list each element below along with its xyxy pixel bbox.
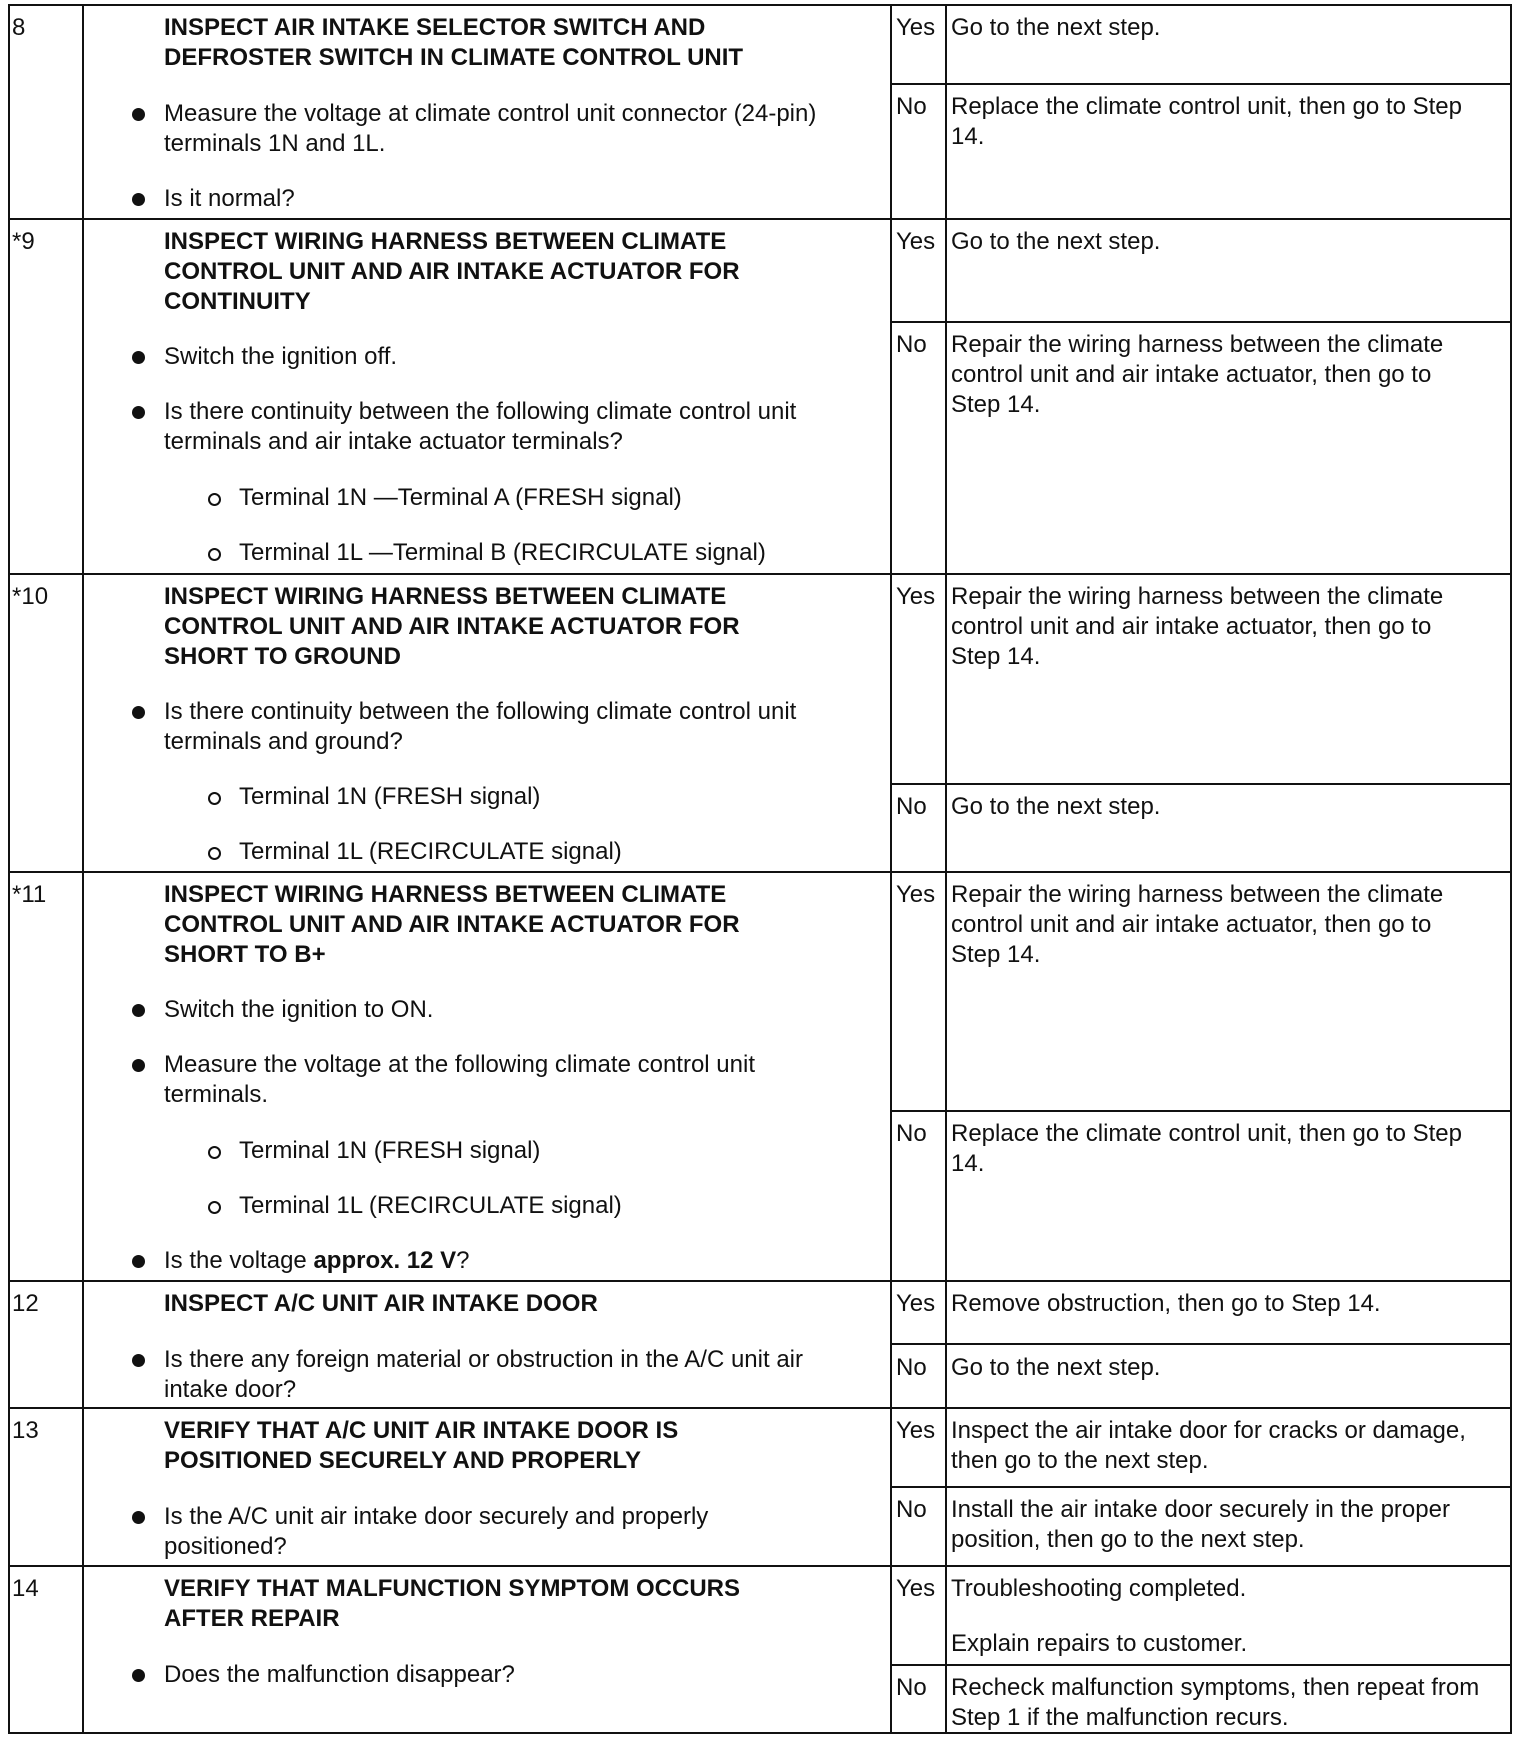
- terminal-item: Terminal 1N (FRESH signal): [239, 1137, 541, 1164]
- step-question: Is it normal?: [164, 185, 295, 212]
- row-divider: [8, 871, 1512, 873]
- no-action: Step 14.: [951, 391, 1041, 418]
- step-number: *9: [12, 228, 35, 255]
- bullet-icon: [132, 1354, 145, 1367]
- step-title: VERIFY THAT A/C UNIT AIR INTAKE DOOR IS: [164, 1417, 679, 1444]
- yes-action: Troubleshooting completed.: [951, 1575, 1247, 1602]
- no-label: No: [896, 93, 927, 120]
- step-title: INSPECT AIR INTAKE SELECTOR SWITCH AND: [164, 14, 706, 41]
- no-action: Install the air intake door securely in the proper: [951, 1496, 1450, 1523]
- yes-label: Yes: [896, 1290, 936, 1317]
- sub-bullet-icon: [208, 1201, 221, 1214]
- voltage-spec: approx. 12 V: [313, 1247, 457, 1274]
- yes-action: Go to the next step.: [951, 14, 1161, 41]
- yes-no-divider: [890, 321, 1512, 323]
- step-title: SHORT TO B+: [164, 941, 326, 968]
- step-question: Is there continuity between the following climate control unit: [164, 398, 797, 425]
- yes-action: Step 14.: [951, 643, 1041, 670]
- bullet-icon: [132, 1255, 145, 1268]
- step-instruction: terminals 1N and 1L.: [164, 130, 386, 157]
- step-question: positioned?: [164, 1533, 287, 1560]
- yes-no-divider: [890, 1664, 1512, 1666]
- step-question: Does the malfunction disappear?: [164, 1661, 515, 1688]
- yes-action: Repair the wiring harness between the climate: [951, 583, 1444, 610]
- no-action: Replace the climate control unit, then go to Step: [951, 1120, 1462, 1147]
- column-divider: [890, 4, 892, 1734]
- step-number: *10: [12, 583, 49, 610]
- step-question: terminals and air intake actuator terminals?: [164, 428, 623, 455]
- step-title: DEFROSTER SWITCH IN CLIMATE CONTROL UNIT: [164, 44, 744, 71]
- yes-action: Go to the next step.: [951, 228, 1161, 255]
- step-title: POSITIONED SECURELY AND PROPERLY: [164, 1447, 641, 1474]
- step-number: 14: [12, 1575, 39, 1602]
- yes-action: then go to the next step.: [951, 1447, 1209, 1474]
- no-label: No: [896, 1120, 927, 1147]
- bullet-icon: [132, 193, 145, 206]
- step-title: AFTER REPAIR: [164, 1605, 340, 1632]
- yes-action: control unit and air intake actuator, then go to: [951, 613, 1432, 640]
- bullet-icon: [132, 1669, 145, 1682]
- bullet-icon: [132, 406, 145, 419]
- step-title: INSPECT A/C UNIT AIR INTAKE DOOR: [164, 1290, 598, 1317]
- yes-action: Remove obstruction, then go to Step 14.: [951, 1290, 1381, 1317]
- yes-label: Yes: [896, 1417, 936, 1444]
- terminal-item: Terminal 1L —Terminal B (RECIRCULATE signal): [239, 539, 766, 566]
- step-question: Is there any foreign material or obstruction in the A/C unit air: [164, 1346, 803, 1373]
- step-question: Is there continuity between the following climate control unit: [164, 698, 797, 725]
- row-divider: [8, 573, 1512, 575]
- no-label: No: [896, 1496, 927, 1523]
- sub-bullet-icon: [208, 493, 221, 506]
- column-divider: [82, 4, 84, 1734]
- yes-no-divider: [890, 83, 1512, 85]
- row-divider: [8, 1407, 1512, 1409]
- no-action: Go to the next step.: [951, 793, 1161, 820]
- sub-bullet-icon: [208, 548, 221, 561]
- no-action: control unit and air intake actuator, then go to: [951, 361, 1432, 388]
- yes-action: Repair the wiring harness between the climate: [951, 881, 1444, 908]
- yes-label: Yes: [896, 881, 936, 908]
- step-title: SHORT TO GROUND: [164, 643, 401, 670]
- no-action: 14.: [951, 123, 985, 150]
- step-number: *11: [12, 881, 47, 908]
- step-instruction: Measure the voltage at the following climate control unit: [164, 1051, 755, 1078]
- sub-bullet-icon: [208, 1146, 221, 1159]
- step-number: 12: [12, 1290, 39, 1317]
- yes-label: Yes: [896, 228, 936, 255]
- yes-label: Yes: [896, 583, 936, 610]
- yes-label: Yes: [896, 1575, 936, 1602]
- terminal-item: Terminal 1N (FRESH signal): [239, 783, 541, 810]
- terminal-item: Terminal 1L (RECIRCULATE signal): [239, 838, 622, 865]
- no-action: Recheck malfunction symptoms, then repeat from: [951, 1674, 1480, 1701]
- step-question: Is the A/C unit air intake door securely and properly: [164, 1503, 709, 1530]
- row-divider: [8, 218, 1512, 220]
- yes-action: Explain repairs to customer.: [951, 1630, 1248, 1657]
- sub-bullet-icon: [208, 792, 221, 805]
- no-label: No: [896, 793, 927, 820]
- terminal-item: Terminal 1N —Terminal A (FRESH signal): [239, 484, 682, 511]
- no-label: No: [896, 331, 927, 358]
- row-divider: [8, 1565, 1512, 1567]
- bullet-icon: [132, 108, 145, 121]
- bullet-icon: [132, 351, 145, 364]
- no-action: Replace the climate control unit, then go to Step: [951, 93, 1462, 120]
- step-title: CONTROL UNIT AND AIR INTAKE ACTUATOR FOR: [164, 911, 740, 938]
- no-action: position, then go to the next step.: [951, 1526, 1305, 1553]
- no-action: Repair the wiring harness between the climate: [951, 331, 1444, 358]
- bullet-icon: [132, 1004, 145, 1017]
- step-instruction: Switch the ignition to ON.: [164, 996, 434, 1023]
- yes-no-divider: [890, 1110, 1512, 1112]
- yes-action: Inspect the air intake door for cracks or damage,: [951, 1417, 1466, 1444]
- step-question: intake door?: [164, 1376, 297, 1403]
- yes-no-divider: [890, 783, 1512, 785]
- question-text: Is the voltage: [164, 1247, 314, 1274]
- yes-action: control unit and air intake actuator, then go to: [951, 911, 1432, 938]
- step-number: 8: [12, 14, 26, 41]
- step-title: CONTINUITY: [164, 288, 311, 315]
- bullet-icon: [132, 1511, 145, 1524]
- column-divider: [945, 4, 947, 1734]
- question-mark: ?: [456, 1247, 470, 1274]
- step-title: CONTROL UNIT AND AIR INTAKE ACTUATOR FOR: [164, 258, 740, 285]
- sub-bullet-icon: [208, 847, 221, 860]
- step-title: VERIFY THAT MALFUNCTION SYMPTOM OCCURS: [164, 1575, 740, 1602]
- yes-no-divider: [890, 1343, 1512, 1345]
- step-title: INSPECT WIRING HARNESS BETWEEN CLIMATE: [164, 228, 727, 255]
- bullet-icon: [132, 1059, 145, 1072]
- step-number: 13: [12, 1417, 39, 1444]
- no-label: No: [896, 1674, 927, 1701]
- step-question: terminals and ground?: [164, 728, 403, 755]
- yes-no-divider: [890, 1486, 1512, 1488]
- no-action: Go to the next step.: [951, 1354, 1161, 1381]
- step-title: CONTROL UNIT AND AIR INTAKE ACTUATOR FOR: [164, 613, 740, 640]
- bullet-icon: [132, 706, 145, 719]
- step-title: INSPECT WIRING HARNESS BETWEEN CLIMATE: [164, 583, 727, 610]
- yes-action: Step 14.: [951, 941, 1041, 968]
- no-action: 14.: [951, 1150, 985, 1177]
- row-divider: [8, 1280, 1512, 1282]
- step-question: [164, 1246, 470, 1276]
- terminal-item: Terminal 1L (RECIRCULATE signal): [239, 1192, 622, 1219]
- step-title: INSPECT WIRING HARNESS BETWEEN CLIMATE: [164, 881, 727, 908]
- yes-label: Yes: [896, 14, 936, 41]
- step-instruction: Measure the voltage at climate control unit connector (24-pin): [164, 100, 817, 127]
- step-instruction: terminals.: [164, 1081, 269, 1108]
- no-label: No: [896, 1354, 927, 1381]
- no-action: Step 1 if the malfunction recurs.: [951, 1704, 1289, 1731]
- step-instruction: Switch the ignition off.: [164, 343, 398, 370]
